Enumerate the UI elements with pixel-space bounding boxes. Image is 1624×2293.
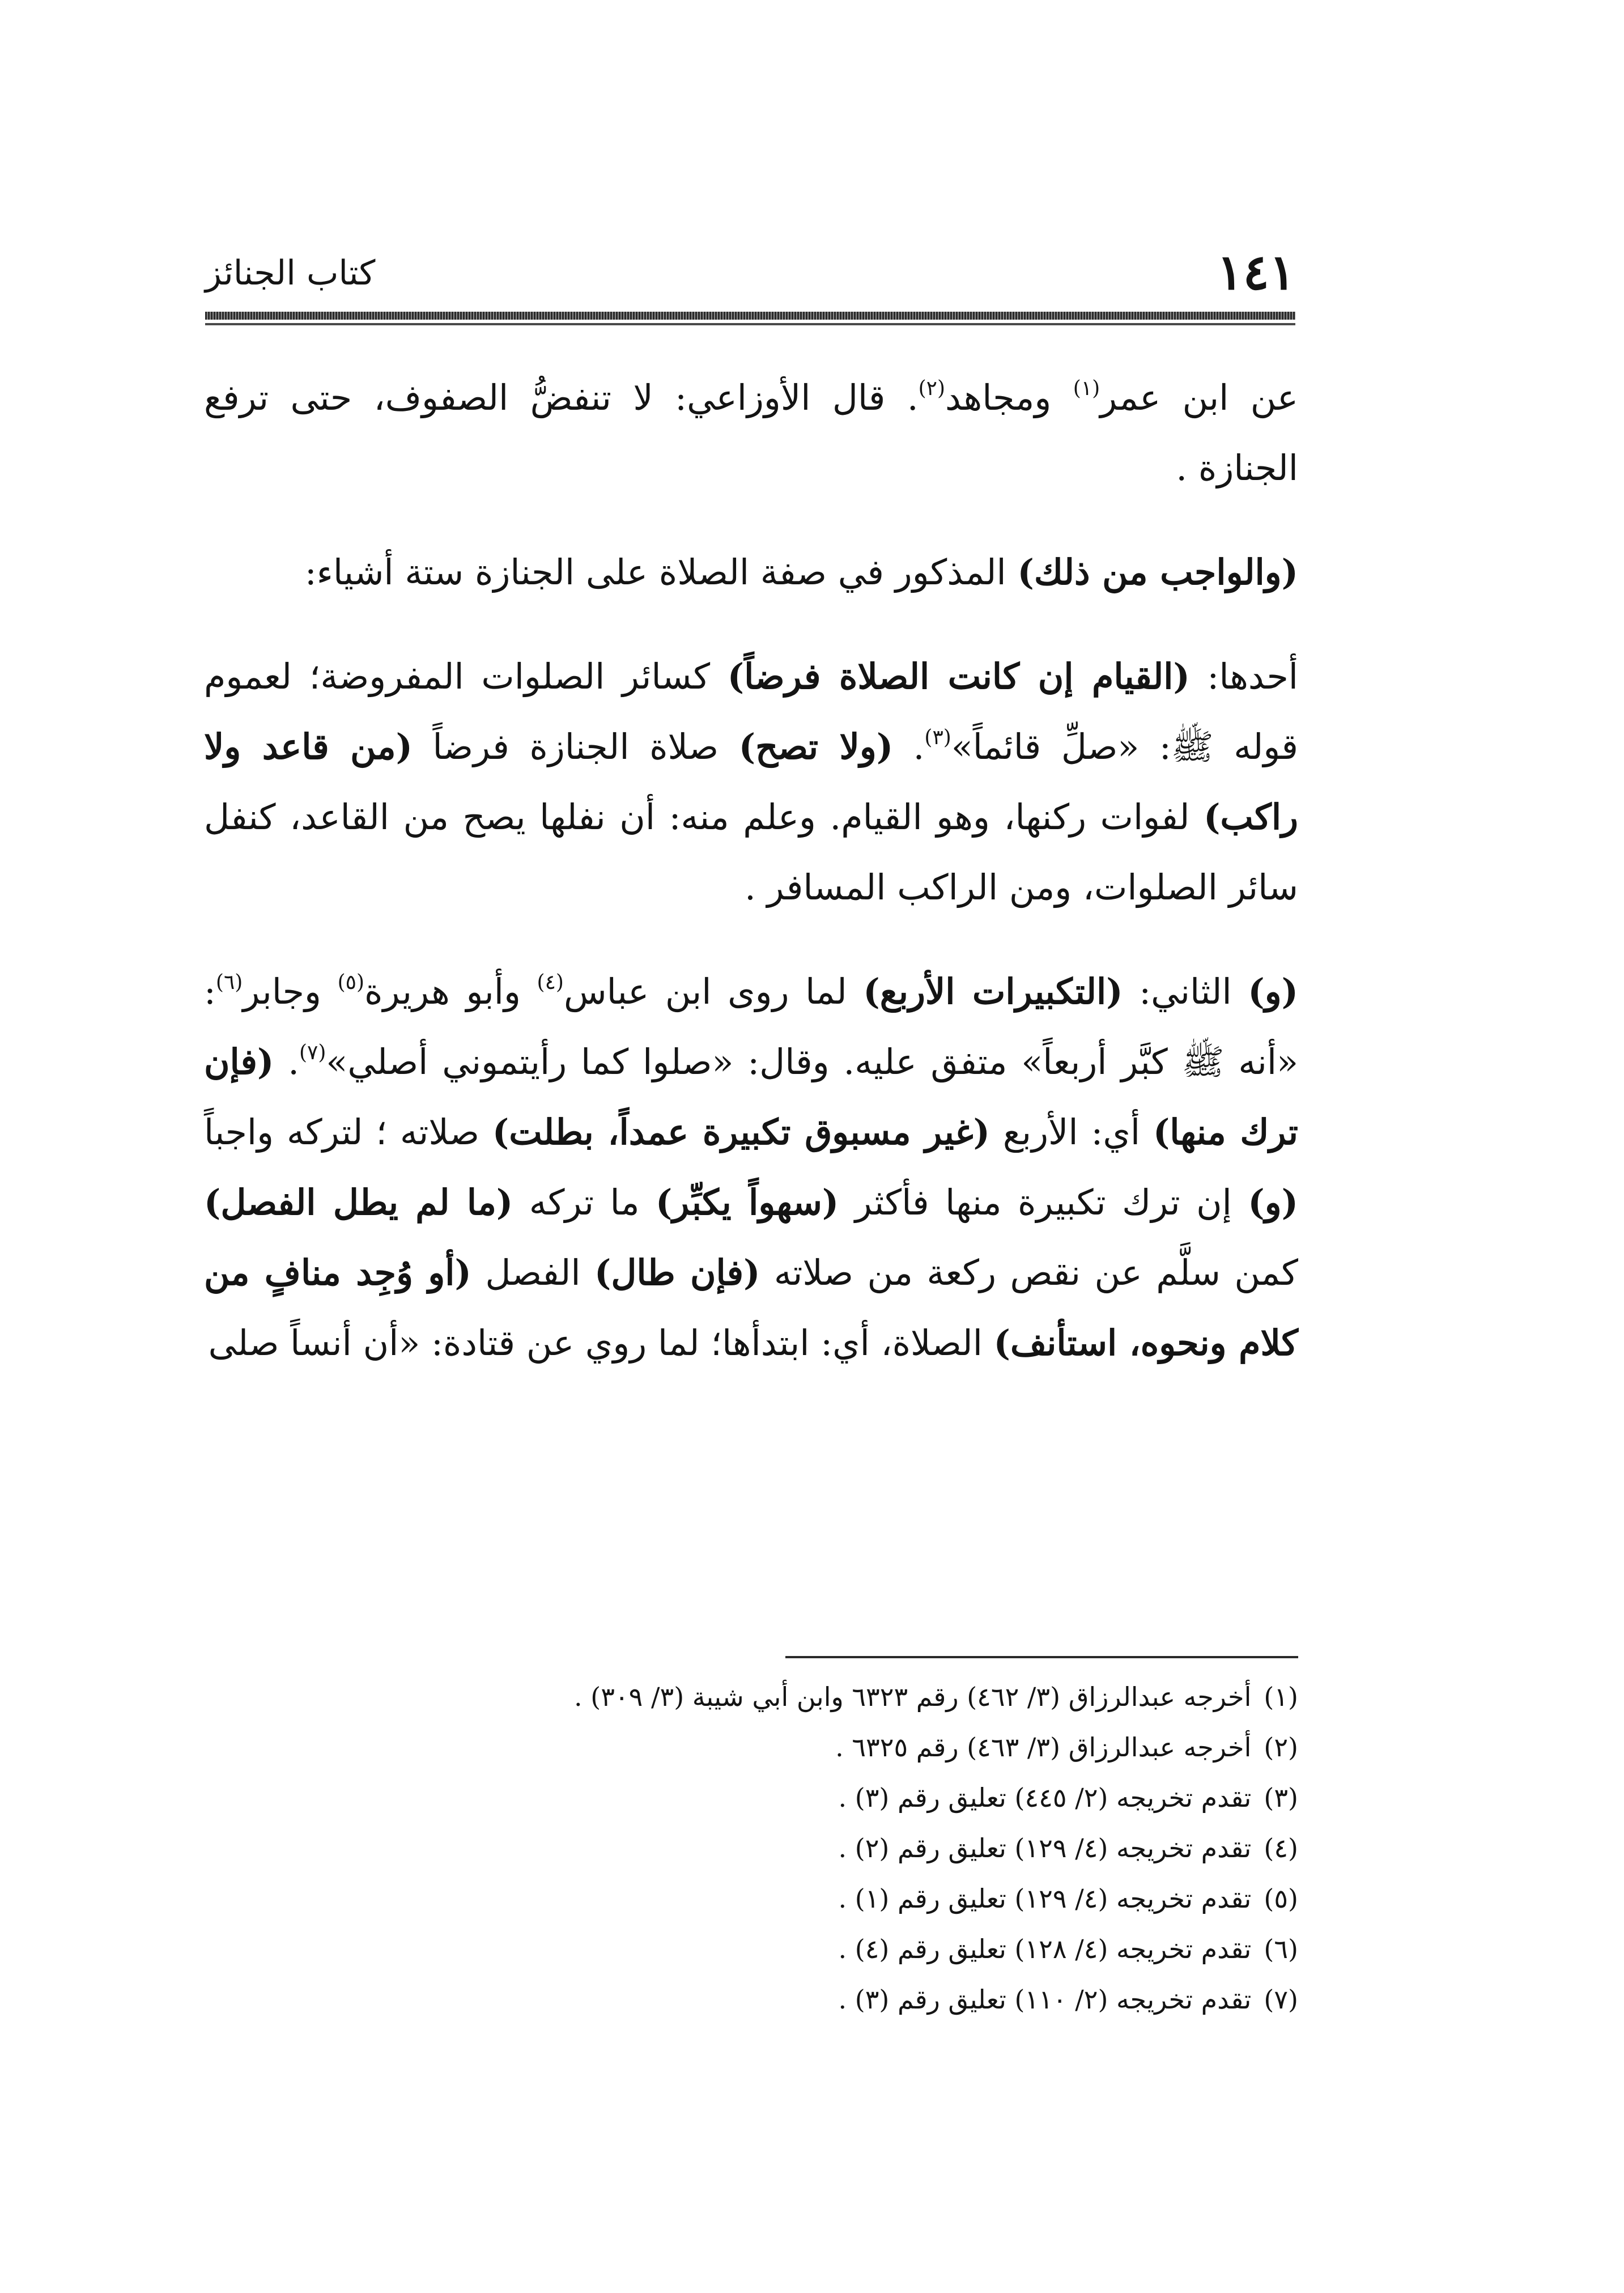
- text-run: ما تركه: [513, 1182, 656, 1223]
- footnote-number: (٧): [1264, 1984, 1298, 2015]
- footnote-text: تقدم تخريجه (٢/ ٤٤٥) تعليق رقم (٣) .: [838, 1782, 1252, 1813]
- text-run: صلاته ؛ لتركه واجباً: [204, 1111, 492, 1153]
- text-run: لفوات ركنها، وهو القيام. وعلم منه: أن نفلها يصح من القاعد، كنفل سائر الصلوات، ومن الراكب المسافر .: [204, 796, 1298, 908]
- matn-phrase: (سهواً يكبِّر): [656, 1182, 839, 1223]
- footnote-ref: (٥): [337, 971, 364, 994]
- matn-phrase: (فإن ترك منها): [204, 1041, 1298, 1153]
- paragraph-2: [204, 537, 1298, 608]
- page-header: [205, 238, 1295, 300]
- text-run: صلاة الجنازة فرضاً: [412, 726, 739, 767]
- footnote-separator: [785, 1656, 1298, 1658]
- text-run: وأبو هريرة: [364, 971, 537, 1012]
- text-run: وجابر: [243, 971, 338, 1012]
- text-run: كسائر الصلوات المفروضة؛ لعموم قوله ﷺ: «صلِّ قائماً»: [204, 656, 1299, 767]
- footnote-text: أخرجه عبدالرزاق (٣/ ٤٦٢) رقم ٦٣٢٣ وابن أبي شيبة (٣/ ٣٠٩) .: [574, 1681, 1252, 1712]
- matn-phrase: (و): [1248, 1182, 1299, 1223]
- text-run: الفصل: [471, 1252, 595, 1293]
- text-run: . قال الأوزاعي: لا تنفضُّ الصفوف، حتى ترفع الجنازة .: [204, 377, 1298, 489]
- text-run: : «أنه ﷺ كبَّر أربعاً» متفق عليه. وقال: «صلوا كما رأيتموني أصلي»: [204, 971, 1298, 1082]
- footnote: [255, 1974, 1298, 2025]
- paragraph-3: [204, 642, 1298, 923]
- footnote-ref: (٣): [924, 726, 951, 749]
- matn-phrase: (غير مسبوق تكبيرة عمداً، بطلت): [492, 1111, 990, 1153]
- footnote-number: (٦): [1264, 1934, 1298, 1964]
- footnote-number: (٥): [1264, 1883, 1298, 1914]
- page-number: ١٤١: [1217, 244, 1295, 301]
- footnote-number: (٢): [1264, 1732, 1298, 1763]
- footnote-number: (٣): [1264, 1782, 1298, 1813]
- text-run: أي: الأربع: [989, 1111, 1153, 1153]
- matn-phrase: (و): [1248, 971, 1298, 1012]
- matn-phrase: (فإن طال): [594, 1252, 760, 1293]
- footnote-ref: (٦): [215, 971, 243, 994]
- header-rule-thin: [205, 323, 1295, 325]
- footnote-ref: (١): [1073, 377, 1100, 400]
- paragraph-1: [204, 363, 1298, 503]
- text-run: .: [274, 1041, 299, 1082]
- matn-phrase: (ولا تصح): [738, 726, 894, 767]
- matn-phrase: (التكبيرات الأربع): [863, 971, 1123, 1012]
- text-run: إن ترك تكبيرة منها فأكثر: [839, 1182, 1248, 1223]
- main-text: [204, 363, 1298, 1412]
- footnote-text: تقدم تخريجه (٤/ ١٢٨) تعليق رقم (٤) .: [838, 1934, 1252, 1964]
- footnote: [255, 1924, 1298, 1974]
- footnotes: [255, 1672, 1298, 2025]
- matn-phrase: (من قاعد ولا راكب): [204, 726, 1298, 838]
- footnote-number: (١): [1264, 1681, 1298, 1712]
- text-run: .: [893, 726, 925, 767]
- footnote: [255, 1874, 1298, 1924]
- footnote-ref: (٤): [537, 971, 564, 994]
- matn-phrase: (ما لم يطل الفصل): [204, 1182, 513, 1223]
- footnote-text: تقدم تخريجه (٢/ ١١٠) تعليق رقم (٣) .: [838, 1984, 1252, 2015]
- paragraph-4: [204, 957, 1298, 1378]
- footnote-number: (٤): [1264, 1833, 1298, 1863]
- footnote-text: تقدم تخريجه (٤/ ١٢٩) تعليق رقم (١) .: [838, 1883, 1252, 1914]
- running-title: كتاب الجنائز: [205, 253, 376, 293]
- text-run: الثاني:: [1123, 971, 1248, 1012]
- header-rule: [205, 312, 1295, 320]
- text-run: أحدها:: [1189, 656, 1298, 697]
- text-run: المذكور في صفة الصلاة على الجنازة ستة أشياء:: [304, 551, 1018, 593]
- text-run: لما روى ابن عباس: [563, 971, 864, 1012]
- matn-phrase: (والواجب من ذلك): [1017, 551, 1298, 593]
- footnote: [255, 1672, 1298, 1722]
- footnote: [255, 1823, 1298, 1874]
- footnote-text: أخرجه عبدالرزاق (٣/ ٤٦٣) رقم ٦٣٢٥ .: [835, 1732, 1252, 1763]
- footnote-ref: (٧): [299, 1041, 326, 1064]
- matn-phrase: (القيام إن كانت الصلاة فرضاً): [727, 656, 1190, 697]
- footnote: [255, 1773, 1298, 1823]
- text-run: ومجاهد: [945, 377, 1073, 418]
- footnote-ref: (٢): [918, 377, 946, 400]
- text-run: عن ابن عمر: [1100, 377, 1298, 418]
- footnote-text: تقدم تخريجه (٤/ ١٢٩) تعليق رقم (٢) .: [838, 1833, 1252, 1863]
- footnote: [255, 1722, 1298, 1773]
- text-run: كمن سلَّم عن نقص ركعة من صلاته: [760, 1252, 1298, 1293]
- matn-phrase: (أو وُجِد منافٍ من كلام ونحوه، استأنف): [204, 1252, 1298, 1364]
- text-run: الصلاة، أي: ابتدأها؛ لما روي عن قتادة: «أن أنساً صلى: [208, 1322, 994, 1364]
